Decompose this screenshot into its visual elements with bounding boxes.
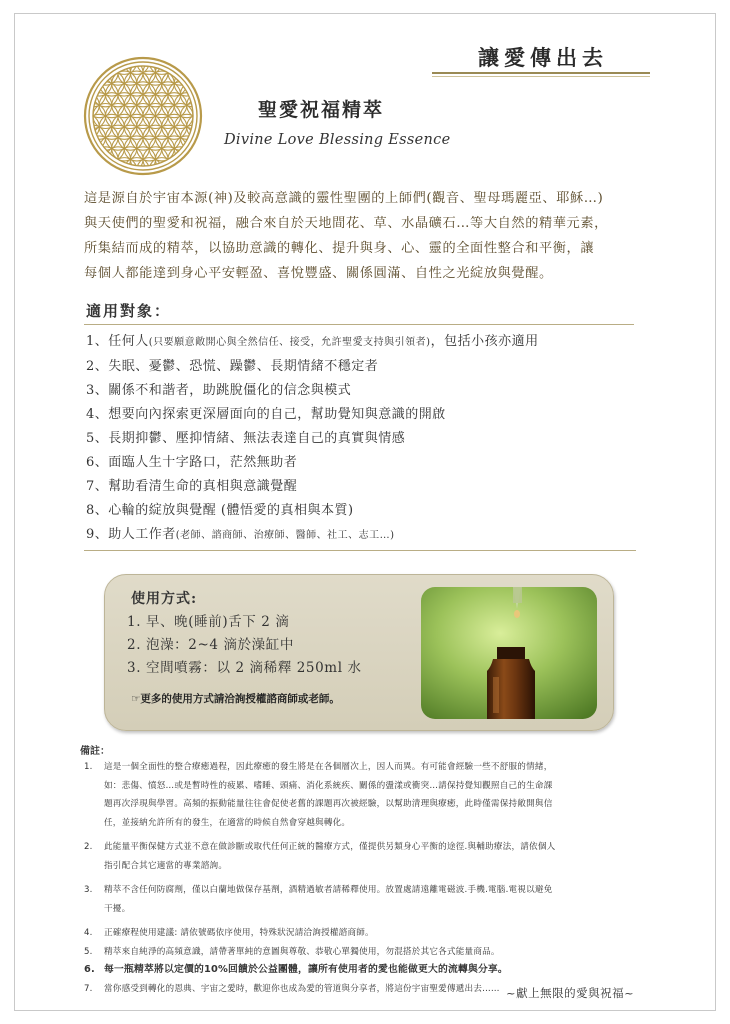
usage-note: ☞更多的使用方式請洽詢授權諮商師或老師。 bbox=[131, 693, 340, 705]
remark-item: 2. 此能量平衡保健方式並不意在做診斷或取代任何正統的醫療方式，僅提供另類身心平衡的途徑.與輔助療法，請依個人 指引配合其它適當的專業諮詢。 bbox=[84, 842, 556, 871]
flower-ring bbox=[82, 104, 93, 129]
target-item: 8、心輪的綻放與覺醒 (體悟愛的真相與本質) bbox=[86, 503, 354, 518]
usage-item: 2. 泡澡：2~4 滴於澡缸中 bbox=[127, 637, 294, 653]
closing-blessing: ~獻上無限的愛與祝福~ bbox=[506, 986, 635, 1000]
remark-item: 6. 每一瓶精萃將以定價的10%回饋於公益團體，讓所有使用者的愛也能做更大的流轉與分享。 bbox=[84, 964, 508, 975]
targets-list bbox=[86, 330, 646, 548]
remark-item: 4. 正確療程使用建議: 請依號碼依序使用，特殊狀況請洽詢授權諮商師。 bbox=[84, 928, 374, 938]
usage-item: 1. 早、晚(睡前)舌下 2 滴 bbox=[127, 614, 290, 630]
intro-line: 這是源自於宇宙本源(神)及較高意識的靈性聖團的上師們(觀音、聖母瑪麗亞、耶穌…) bbox=[84, 191, 604, 206]
usage-list bbox=[127, 611, 362, 680]
remark-item: 7. 當你感受到轉化的恩典、宇宙之愛時，歡迎你也成為愛的管道與分享者，將這份宇宙聖愛傳遞出去…… bbox=[84, 983, 500, 994]
remark-item: 5. 精萃來自純淨的高頻意識，請帶著單純的意圖與尊敬、恭敬心單獨使用，勿混搭於其它各式能量商品。 bbox=[84, 946, 500, 957]
target-item: 5、長期抑鬱、壓抑情緒、無法表達自己的真實與情感 bbox=[86, 431, 406, 446]
flower-ring bbox=[193, 104, 204, 129]
product-title: 聖愛祝福精萃 bbox=[258, 99, 385, 121]
usage-heading: 使用方式: bbox=[131, 591, 198, 607]
pointing-hand-icon: ☞ bbox=[131, 693, 141, 705]
intro-line: 所集結而成的精萃，以協助意識的轉化、提升與身、心、靈的全面性整合和平衡，讓 bbox=[84, 241, 595, 256]
brand-slogan: 讓愛傳出去 bbox=[478, 45, 608, 70]
targets-divider-top bbox=[84, 324, 634, 325]
remark-item: 1. 這是一個全面性的整合療癒過程，因此療癒的發生將是在各個層次上，因人而異。有可能會經驗一些不舒服的情緒， 如：悲傷、憤怒…或是暫時性的疲累、嗜睡、頭痛、消化系統疾、關係的盪漾或衝突…請保持覺知觀照自己的生命課 題再次浮現與學習。高頻的振動能量往往會促使老舊的課題再次被經驗，以幫助清理與療癒，此時僅需保持敞開與信 任，並接納允許所有的發生，在適當的時候自然會穿越與轉化。 bbox=[84, 762, 553, 828]
intro-line: 每個人都能達到身心平安輕盈、喜悅豐盛、關係圓滿、自性之光綻放與覺醒。 bbox=[84, 266, 553, 281]
target-item: 3、關係不和諧者，助跳脫僵化的信念與模式 bbox=[86, 383, 352, 398]
usage-panel bbox=[104, 574, 614, 731]
intro-paragraph bbox=[84, 186, 666, 286]
flower-of-life-logo bbox=[82, 55, 204, 177]
essential-oil-photo bbox=[421, 587, 597, 719]
remarks-list bbox=[84, 758, 664, 998]
target-item: 7、幫助看清生命的真相與意識覺醒 bbox=[86, 479, 298, 494]
remark-item: 3. 精萃不含任何防腐劑，僅以白蘭地做保存基劑，酒精過敏者請稀釋使用。放置處請遠離電磁波.手機.電腦.電視以避免 干擾。 bbox=[84, 885, 553, 914]
targets-divider-bottom bbox=[84, 550, 636, 551]
remarks-heading: 備註： bbox=[80, 746, 110, 757]
target-item: 1、任何人(只要願意敞開心與全然信任、接受，允許聖愛支持與引領者)，包括小孩亦適用 bbox=[86, 334, 539, 349]
target-item: 9、助人工作者(老師、諮商師、治療師、醫師、社工、志工…) bbox=[86, 527, 395, 542]
brand-underline bbox=[432, 72, 650, 74]
product-subtitle: Divine Love Blessing Essence bbox=[224, 132, 451, 148]
intro-line: 與天使們的聖愛和祝福，融合來自於天地間花、草、水晶礦石…等大自然的精華元素， bbox=[84, 216, 608, 231]
brand-underline-thin bbox=[432, 76, 650, 77]
usage-item: 3. 空間噴霧：以 2 滴稀釋 250ml 水 bbox=[127, 660, 362, 676]
target-item: 2、失眠、憂鬱、恐慌、躁鬱、長期情緒不穩定者 bbox=[86, 359, 379, 374]
targets-heading: 適用對象： bbox=[86, 302, 172, 320]
target-item: 6、面臨人生十字路口，茫然無助者 bbox=[86, 455, 298, 470]
target-item: 4、想要向內探索更深層面向的自己，幫助覺知與意識的開啟 bbox=[86, 407, 446, 422]
